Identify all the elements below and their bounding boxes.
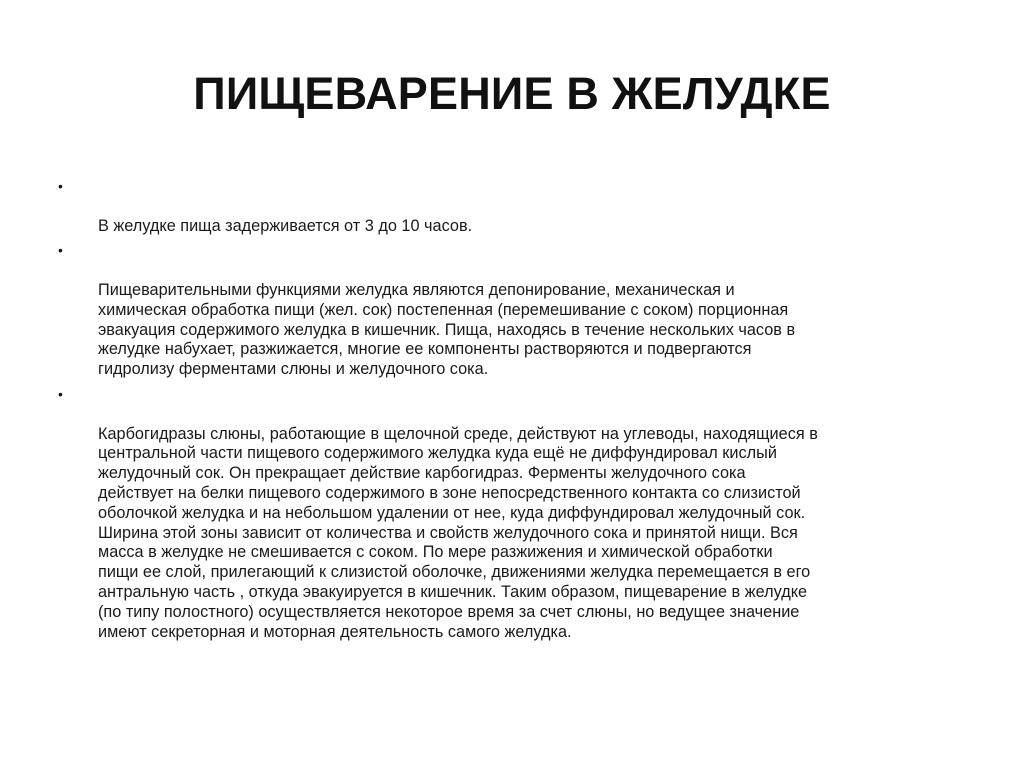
list-item <box>58 241 970 380</box>
slide-title: ПИЩЕВАРЕНИЕ В ЖЕЛУДКЕ <box>193 68 831 119</box>
list-item <box>58 385 970 642</box>
bullet-icon: • <box>58 178 63 194</box>
bullet-list <box>58 177 970 647</box>
bullet-icon: • <box>58 385 63 402</box>
list-item-text: В желудке пища задерживается от 3 до 10 часов. <box>98 216 473 235</box>
list-item-text: Карбогидразы слюны, работающие в щелочной среде, действуют на углеводы, находящиеся в центральной части пищевого содержимого желудка куда ещё не диффундировал кислый желудочный сок. Он прекращает действие карбогидраз. Ферменты желудочного сока действует на белки пищевого содержимого в зоне непосредственного контакта со слизистой оболочкой желудка и на небольшом удалении от нее, куда диффундировал желудочный сок. Ширина этой зоны зависит от количества и свойств желудочного сока и принятой нищи. Вся масса в желудке не смешивается с соком. По мере разжижения и химической обработки пищи ее слой, прилегающий к слизистой оболочке, движениями желудка перемещается в его антральную часть , откуда эвакуируется в кишечник. Таким образом, пищеварение в желудке (по типу полостного) осуществляется некоторое время за счет слюны, но ведущее значение имеют секреторная и моторная деятельность самого желудка. <box>98 424 818 641</box>
list-item <box>58 177 970 236</box>
list-item-text: Пищеварительными функциями желудка являются депонирование, механическая и химическая обработка пищи (жел. сок) постепенная (перемешивание с соком) порционная эвакуация содержимого желудка в кишечник. Пища, находясь в течение нескольких часов в желудке набухает, разжижается, многие ее компоненты растворяются и подвергаются гидролизу ферментами слюны и желудочного сока. <box>98 280 796 379</box>
bullet-icon: • <box>58 242 63 259</box>
